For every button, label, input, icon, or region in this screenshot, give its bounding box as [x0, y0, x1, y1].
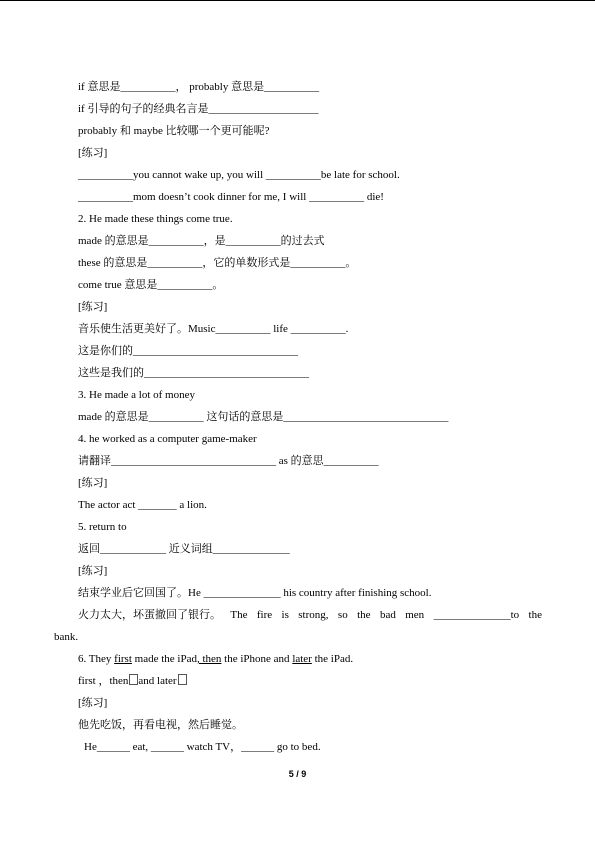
text-span: the iPhone and	[221, 653, 293, 665]
text-line: 这是你们的______________________________	[78, 345, 298, 357]
text-line: 音乐使生活更美好了。Music__________ life __________.	[78, 323, 349, 335]
text-line: if 引导的句子的经典名言是____________________	[78, 103, 319, 115]
exercise-label: [练习]	[78, 147, 108, 159]
word: The	[230, 609, 248, 621]
page-number: 5 / 9	[288, 769, 307, 779]
word: the	[528, 609, 542, 621]
word: is	[281, 609, 289, 621]
section-heading	[78, 652, 353, 666]
text-line: 他先吃饭，再看电视，然后睡觉。	[78, 719, 243, 731]
text-line: He______ eat, ______ watch TV，______ go to bed.	[84, 741, 321, 753]
underlined-word: first	[114, 653, 132, 665]
text-line: 结束学业后它回国了。He ______________ his country after finishing school.	[78, 587, 432, 599]
text-line: 请翻译______________________________ as 的意思__________	[78, 455, 379, 467]
exercise-label: [练习]	[78, 697, 108, 709]
section-heading: 4. he worked as a computer game-maker	[78, 433, 257, 445]
section-heading: 2. He made these things come true.	[78, 213, 233, 225]
exercise-label: [练习]	[78, 477, 108, 489]
word: strong,	[298, 609, 329, 621]
justified-line	[78, 608, 542, 622]
word: the	[357, 609, 371, 621]
word: fire	[256, 609, 273, 621]
text-line: 返回____________ 近义词组______________	[78, 543, 290, 555]
text-line: bank.	[54, 631, 79, 643]
text-span: made the iPad	[131, 653, 197, 665]
word: men	[405, 609, 425, 621]
text-span: first ，then	[78, 675, 129, 687]
underlined-word: , then	[196, 653, 222, 665]
word: ______________to	[433, 609, 520, 621]
text-line: come true 意思是__________。	[78, 279, 224, 291]
underlined-word: later	[292, 653, 312, 665]
exercise-label: [练习]	[78, 565, 108, 577]
section-heading: 5. return to	[78, 521, 127, 533]
missing-glyph-box-icon	[178, 674, 187, 685]
word: 火力太大，坏蛋撤回了银行。	[78, 609, 221, 621]
text-span: and later	[138, 675, 177, 687]
header-rule	[0, 0, 595, 1]
text-line: if 意思是__________， probably 意思是__________	[78, 81, 320, 93]
text-line: __________mom doesn’t cook dinner for me, I will __________ die!	[78, 191, 384, 203]
text-span: 6. They	[78, 653, 115, 665]
text-line: The actor act _______ a lion.	[78, 499, 207, 511]
word: so	[337, 609, 348, 621]
text-line: these 的意思是__________，它的单数形式是__________。	[78, 257, 357, 269]
text-span: the iPad.	[311, 653, 354, 665]
text-line: __________you cannot wake up, you will __________be late for school.	[78, 169, 400, 181]
text-line	[78, 674, 187, 688]
text-line: probably 和 maybe 比较哪一个更可能呢?	[78, 125, 270, 137]
word: bad	[379, 609, 396, 621]
exercise-label: [练习]	[78, 301, 108, 313]
text-line: made 的意思是__________，是__________的过去式	[78, 235, 325, 247]
text-line: 这些是我们的______________________________	[78, 367, 309, 379]
section-heading: 3. He made a lot of money	[78, 389, 195, 401]
text-line: made 的意思是__________ 这句话的意思是______________________________	[78, 411, 449, 423]
